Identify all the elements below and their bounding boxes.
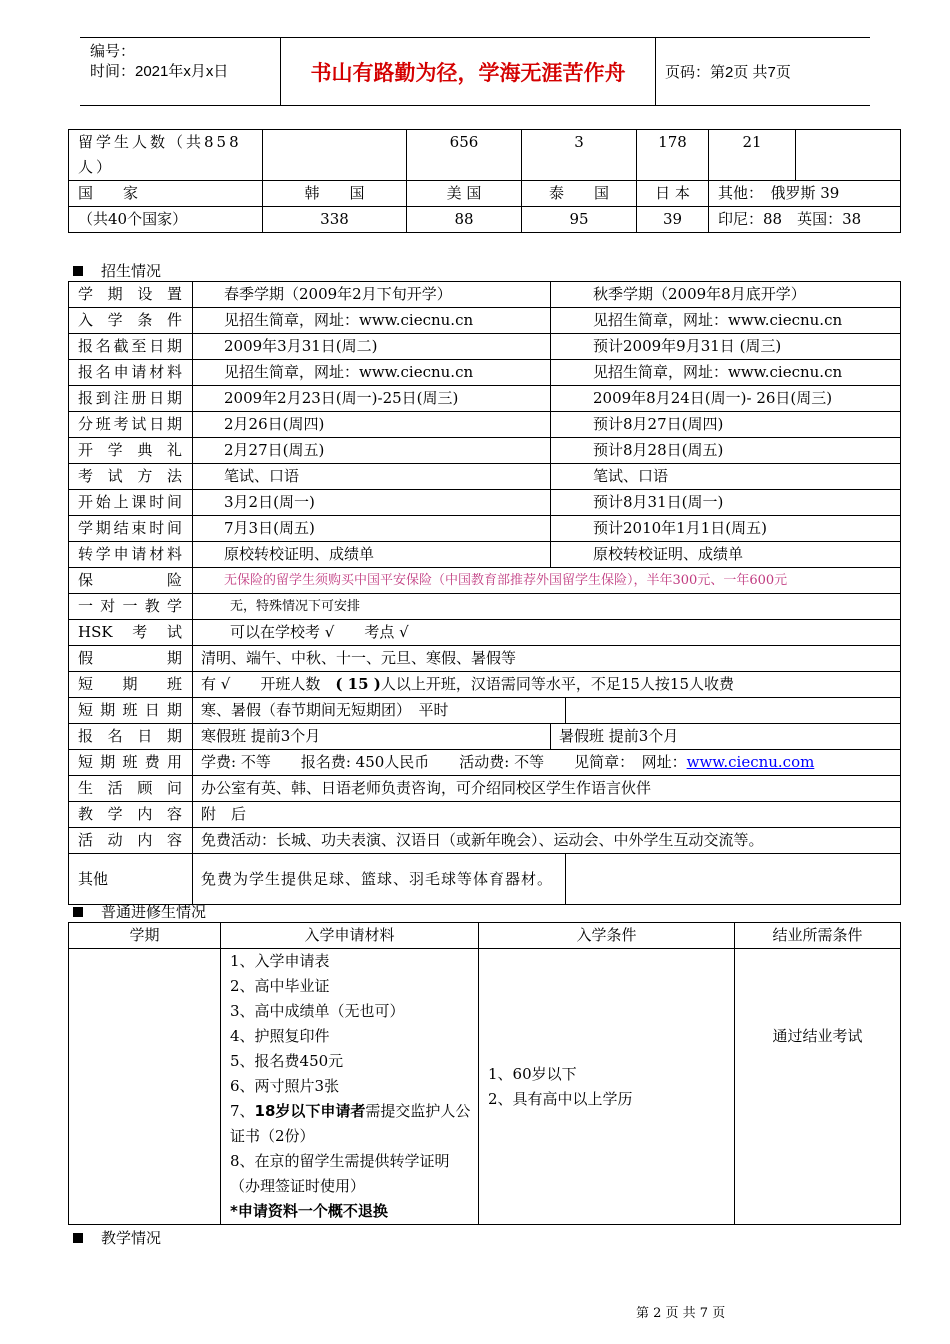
autumn-term-value: 2009年8月24日(周一)- 26日(周三) [551,386,901,412]
material-item: 8、在京的留学生需提供转学证明（办理签证时使用） [230,1152,450,1195]
regular-table [68,922,901,1225]
enrollment-row [69,802,901,828]
enrollment-row [69,542,901,568]
material-item: 2、高中毕业证 [230,977,330,995]
country-total-label: （共40个国家） [69,207,263,233]
material-item: 5、报名费450元 [230,1052,344,1070]
autumn-term-value: 笔试、口语 [551,464,901,490]
regular-header: 入学条件 [479,923,735,949]
enrollment-row-label: 其他 [69,854,193,905]
short-class-text: 人以上开班，汉语需同等水平，不足15人按15人收费 [380,675,735,693]
header-meta [80,38,281,105]
section-regular-title [73,901,206,922]
student-count-cell: 178 [637,130,709,181]
enrollment-row [69,750,901,776]
doc-number-label: 编号： [90,43,136,60]
country-label: 国 家 [69,181,263,207]
enrollment-row [69,620,901,646]
enrollment-row-label: 学期结束时间 [69,516,193,542]
spring-term-value: 见招生简章，网址：www.ciecnu.cn [193,308,551,334]
enrollment-row-value: 可以在学校考 √ 考点 √ [193,620,901,646]
summer-signup: 暑假班 提前3个月 [551,724,901,750]
enrollment-row-value: 附 后 [193,802,901,828]
enrollment-row-label: 报名截至日期 [69,334,193,360]
enrollment-row-label: 考 试 方 法 [69,464,193,490]
section-title-text: 教学情况 [101,1229,162,1247]
condition-item: 2、具有高中以上学历 [488,1089,633,1108]
spring-term-value: 3月2日(周一) [193,490,551,516]
enrollment-row-value: 寒、暑假（春节期间无短期团） 平时 [193,698,566,724]
material-bold-text: 18岁以下申请者 [254,1102,366,1120]
short-class-min-count: ( 15 ) [335,675,381,693]
enrollment-row-value: 免费活动：长城、功夫表演、汉语日（或新年晚会）、运动会、中外学生互动交流等。 [193,828,901,854]
page-header [80,37,870,106]
enrollment-row-label: 假 期 [69,646,193,672]
section-title-text: 普通进修生情况 [101,903,207,921]
completion-cell: 通过结业考试 [735,949,901,1225]
page-footer: 第 2 页 共 7 页 [636,1306,726,1321]
enrollment-row [69,282,901,308]
spring-term-value: 笔试、口语 [193,464,551,490]
enrollment-row-label: 分班考试日期 [69,412,193,438]
enrollment-row [69,672,901,698]
student-count-cell: 21 [709,130,796,181]
enrollment-row [69,308,901,334]
enrollment-row [69,828,901,854]
motto: 书山有路勤为径，学海无涯苦作舟 [281,38,656,105]
spring-term-value: 原校转校证明、成绩单 [193,542,551,568]
spring-term-value: 7月3日(周五) [193,516,551,542]
fee-website-link[interactable]: www.ciecnu.com [686,753,815,771]
country-count: 338 [263,207,407,233]
enrollment-row-value: 办公室有英、韩、日语老师负责咨询，可介绍同校区学生作语言伙伴 [193,776,901,802]
enrollment-row-value: 无，特殊情况下可安排 [193,594,901,620]
enrollment-row [69,334,901,360]
enrollment-row [69,386,901,412]
material-text: 需提交监护人公证书（2份） [230,1102,471,1145]
regular-header: 学期 [69,923,221,949]
enrollment-row-value: 免费为学生提供足球、篮球、羽毛球等体育器材。 [193,854,566,905]
spring-term-value: 2009年2月23日(周一)-25日(周三) [193,386,551,412]
autumn-term-value: 原校转校证明、成绩单 [551,542,901,568]
country-count: 印尼：88 英国：38 [709,207,901,233]
enrollment-row-label: 转学申请材料 [69,542,193,568]
autumn-term-value: 见招生简章，网址：www.ciecnu.cn [551,308,901,334]
enrollment-row [69,568,901,594]
spring-term-value: 春季学期（2009年2月下旬开学） [193,282,551,308]
country-name: 泰 国 [522,181,637,207]
materials-cell [221,949,479,1225]
enrollment-row-label: 开 学 典 礼 [69,438,193,464]
enrollment-row [69,438,901,464]
enrollment-row [69,646,901,672]
student-count-cell: 3 [522,130,637,181]
material-item: 6、两寸照片3张 [230,1077,340,1095]
material-note: *申请资料一个概不退换 [230,1202,388,1220]
country-name: 其他： 俄罗斯 39 [709,181,901,207]
enrollment-row-value: 无保险的留学生须购买中国平安保险（中国教育部推荐外国留学生保险），半年300元、一年600元 [193,568,901,594]
enrollment-row [69,776,901,802]
student-count-cell [796,130,901,181]
material-item: 1、入学申请表 [230,952,330,970]
student-count-cell: 656 [407,130,522,181]
conditions-cell [479,949,735,1225]
enrollment-row-empty [566,854,901,905]
country-count: 95 [522,207,637,233]
country-count: 39 [637,207,709,233]
country-name: 美 国 [407,181,522,207]
enrollment-row-label: 学 期 设 置 [69,282,193,308]
regular-header: 入学申请材料 [221,923,479,949]
autumn-term-value: 预计8月31日(周一) [551,490,901,516]
page-label: 页码：第2页 共7页 [665,64,791,81]
student-count-label: 留学生人数（共858人） [69,130,263,181]
section-title-text: 招生情况 [101,262,162,280]
spring-term-value: 见招生简章，网址：www.ciecnu.cn [193,360,551,386]
winter-signup: 寒假班 提前3个月 [193,724,551,750]
enrollment-row-label: 短 期 班 [69,672,193,698]
enrollment-row-value [193,672,901,698]
section-teaching-title [73,1227,161,1248]
enrollment-row [69,854,901,905]
country-name: 韩 国 [263,181,407,207]
material-item: 3、高中成绩单（无也可） [230,1002,405,1020]
autumn-term-value: 见招生简章，网址：www.ciecnu.cn [551,360,901,386]
autumn-term-value: 预计2010年1月1日(周五) [551,516,901,542]
enrollment-row-value: 清明、端午、中秋、十一、元旦、寒假、暑假等 [193,646,901,672]
material-text: 7、 [230,1102,255,1120]
condition-item: 1、60岁以下 [488,1064,577,1083]
fee-text: 学费: 不等 报名费: 450人民币 活动费: 不等 见简章： 网址： [201,753,687,771]
enrollment-row-label: 开始上课时间 [69,490,193,516]
autumn-term-value: 秋季学期（2009年8月底开学） [551,282,901,308]
autumn-term-value: 预计2009年9月31日 (周三) [551,334,901,360]
enrollment-row [69,724,901,750]
regular-term-cell [69,949,221,1225]
country-count: 88 [407,207,522,233]
enrollment-row-label: 入 学 条 件 [69,308,193,334]
section-enrollment-title [73,260,161,281]
enrollment-row [69,490,901,516]
enrollment-row-label: 一 对 一 教 学 [69,594,193,620]
material-item [230,1099,472,1149]
spring-term-value: 2月26日(周四) [193,412,551,438]
enrollment-row [69,464,901,490]
enrollment-row-empty [566,698,901,724]
time-label: 时间：2021年x月x日 [90,63,229,80]
enrollment-row-label: 报 名 日 期 [69,724,193,750]
material-item: 4、护照复印件 [230,1027,330,1045]
enrollment-row-label: 短期班日期 [69,698,193,724]
enrollment-row-label: 报名申请材料 [69,360,193,386]
enrollment-row-label: 保 险 [69,568,193,594]
spring-term-value: 2009年3月31日(周二) [193,334,551,360]
enrollment-row [69,594,901,620]
enrollment-row-label: 生活顾问 [69,776,193,802]
spring-term-value: 2月27日(周五) [193,438,551,464]
autumn-term-value: 预计8月28日(周五) [551,438,901,464]
short-class-text: 有 √ 开班人数 [201,675,336,693]
students-table [68,129,901,233]
student-count-cell [263,130,407,181]
bullet-square-icon [73,907,83,917]
enrollment-row-label: 短期班费用 [69,750,193,776]
enrollment-row-label: 活动内容 [69,828,193,854]
enrollment-row-label: 报到注册日期 [69,386,193,412]
regular-header: 结业所需条件 [735,923,901,949]
enrollment-row [69,516,901,542]
enrollment-row [69,360,901,386]
enrollment-row [69,412,901,438]
enrollment-table [68,281,901,905]
country-name: 日 本 [637,181,709,207]
enrollment-row-label: HSK 考 试 [69,620,193,646]
bullet-square-icon [73,1233,83,1243]
enrollment-row [69,698,901,724]
bullet-square-icon [73,266,83,276]
enrollment-row-label: 教学内容 [69,802,193,828]
autumn-term-value: 预计8月27日(周四) [551,412,901,438]
enrollment-row-value [193,750,901,776]
